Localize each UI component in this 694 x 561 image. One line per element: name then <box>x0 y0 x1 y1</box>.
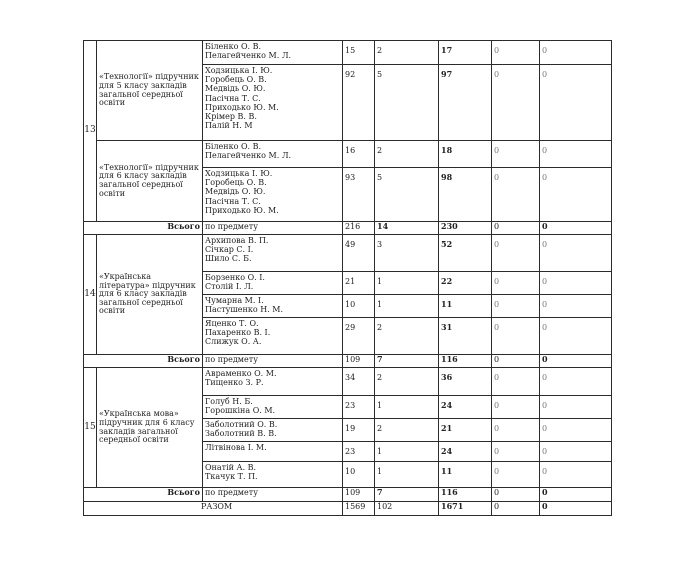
value-cell: 22 <box>439 272 492 295</box>
section-number: 14 <box>84 235 97 355</box>
subject-total-row <box>84 222 612 235</box>
authors-cell <box>203 168 343 222</box>
value-cell: 23 <box>343 442 375 462</box>
value-cell: 34 <box>343 368 375 396</box>
textbook-distribution-table <box>83 40 612 516</box>
value-cell: 21 <box>343 272 375 295</box>
value-cell: 5 <box>375 168 439 222</box>
value-cell: 36 <box>439 368 492 396</box>
value-cell: 0 <box>492 41 540 65</box>
author-name: Медвідь О. Ю. <box>205 187 266 197</box>
grand-total-label: РАЗОМ <box>84 502 343 516</box>
value-cell: 0 <box>540 235 612 272</box>
author-name: Ходзицька І. Ю. <box>205 66 273 75</box>
value-cell: 0 <box>492 168 540 222</box>
value-cell: 16 <box>343 141 375 168</box>
value-cell: 0 <box>492 419 540 442</box>
author-name: Пасічна Т. С. <box>205 93 261 103</box>
value-cell: 0 <box>540 368 612 396</box>
total-value: 7 <box>375 355 439 368</box>
total-value: 230 <box>439 222 492 235</box>
value-cell: 0 <box>540 141 612 168</box>
total-label-left: Всього <box>84 222 203 235</box>
value-cell: 2 <box>375 419 439 442</box>
value-cell: 29 <box>343 318 375 355</box>
table-row <box>84 41 612 65</box>
value-cell: 49 <box>343 235 375 272</box>
authors-cell <box>203 41 343 65</box>
value-cell: 2 <box>375 318 439 355</box>
total-value: 116 <box>439 355 492 368</box>
value-cell: 1 <box>375 295 439 318</box>
value-cell: 0 <box>540 168 612 222</box>
value-cell: 0 <box>492 318 540 355</box>
total-label-right: по предмету <box>203 488 343 502</box>
author-name: Заболотний В. В. <box>205 429 277 439</box>
value-cell: 0 <box>492 462 540 488</box>
authors-cell <box>203 462 343 488</box>
subject-title: «Технології» підручник для 6 класу закладів загальної середньої освіти <box>97 141 203 222</box>
author-name: Слижук О. А. <box>205 337 262 347</box>
value-cell: 0 <box>492 141 540 168</box>
value-cell: 0 <box>540 272 612 295</box>
author-name: Січкар С. І. <box>205 245 254 255</box>
value-cell: 15 <box>343 41 375 65</box>
value-cell: 3 <box>375 235 439 272</box>
value-cell: 0 <box>492 295 540 318</box>
author-name: Яценко Т. О. <box>205 319 259 328</box>
subject-title: «Українська мова» підручник для 6 класу закладів загальної середньої освіти <box>97 368 203 488</box>
authors-cell <box>203 65 343 141</box>
authors-cell <box>203 419 343 442</box>
total-value: 109 <box>343 355 375 368</box>
author-name: Ткачук Т. П. <box>205 472 258 482</box>
value-cell: 23 <box>343 396 375 419</box>
value-cell: 0 <box>540 41 612 65</box>
value-cell: 97 <box>439 65 492 141</box>
author-name: Крімер В. В. <box>205 112 257 122</box>
value-cell: 24 <box>439 442 492 462</box>
total-label-left: Всього <box>84 488 203 502</box>
table-row <box>84 368 612 396</box>
subject-title: «Українська література» підручник для 6 класу закладів загальної середньої освіти <box>97 235 203 355</box>
value-cell: 19 <box>343 419 375 442</box>
author-name: Шило С. Б. <box>205 254 252 264</box>
value-cell: 17 <box>439 41 492 65</box>
value-cell: 10 <box>343 295 375 318</box>
value-cell: 0 <box>540 442 612 462</box>
value-cell: 0 <box>492 442 540 462</box>
value-cell: 2 <box>375 368 439 396</box>
author-name: Голуб Н. Б. <box>205 397 253 406</box>
authors-cell <box>203 295 343 318</box>
value-cell: 0 <box>540 419 612 442</box>
total-label-left: Всього <box>84 355 203 368</box>
value-cell: 1 <box>375 396 439 419</box>
table-row <box>84 235 612 272</box>
author-name: Пахаренко В. І. <box>205 328 271 338</box>
value-cell: 0 <box>492 272 540 295</box>
value-cell: 10 <box>343 462 375 488</box>
total-value: 216 <box>343 222 375 235</box>
author-name: Горобець О. В. <box>205 178 267 188</box>
authors-cell <box>203 235 343 272</box>
value-cell: 0 <box>540 396 612 419</box>
value-cell: 0 <box>492 65 540 141</box>
authors-cell <box>203 442 343 462</box>
value-cell: 11 <box>439 462 492 488</box>
grand-total-value: 1671 <box>439 502 492 516</box>
value-cell: 52 <box>439 235 492 272</box>
author-name: Пасічна Т. С. <box>205 196 261 206</box>
value-cell: 0 <box>492 368 540 396</box>
total-value: 0 <box>492 488 540 502</box>
author-name: Приходько Ю. М. <box>205 102 279 112</box>
author-name: Борзенко О. І. <box>205 273 265 282</box>
author-name: Біленко О. В. <box>205 42 262 51</box>
value-cell: 0 <box>492 235 540 272</box>
value-cell: 0 <box>540 318 612 355</box>
total-value: 7 <box>375 488 439 502</box>
table-row <box>84 141 612 168</box>
value-cell: 1 <box>375 442 439 462</box>
total-value: 0 <box>540 222 612 235</box>
value-cell: 5 <box>375 65 439 141</box>
authors-cell <box>203 141 343 168</box>
total-label-right: по предмету <box>203 355 343 368</box>
value-cell: 21 <box>439 419 492 442</box>
author-name: Літвінова І. М. <box>205 443 267 452</box>
author-name: Медвідь О. Ю. <box>205 84 266 94</box>
value-cell: 92 <box>343 65 375 141</box>
author-name: Пелагейченко М. Л. <box>205 51 292 61</box>
value-cell: 98 <box>439 168 492 222</box>
section-number: 15 <box>84 368 97 488</box>
author-name: Архипова В. П. <box>205 236 269 245</box>
author-name: Заболотний О. В. <box>205 420 278 429</box>
author-name: Ходзицька І. Ю. <box>205 169 273 178</box>
total-value: 109 <box>343 488 375 502</box>
subject-total-row <box>84 355 612 368</box>
grand-total-value: 0 <box>540 502 612 516</box>
grand-total-value: 1569 <box>343 502 375 516</box>
value-cell: 18 <box>439 141 492 168</box>
authors-cell <box>203 318 343 355</box>
authors-cell <box>203 272 343 295</box>
author-name: Горобець О. В. <box>205 75 267 85</box>
author-name: Онатій А. В. <box>205 463 257 472</box>
grand-total-value: 102 <box>375 502 439 516</box>
total-value: 0 <box>492 222 540 235</box>
value-cell: 11 <box>439 295 492 318</box>
author-name: Пастушенко Н. М. <box>205 305 284 315</box>
total-value: 0 <box>540 488 612 502</box>
total-value: 0 <box>540 355 612 368</box>
grand-total-row <box>84 502 612 516</box>
author-name: Палій Н. М <box>205 121 253 131</box>
authors-cell <box>203 368 343 396</box>
value-cell: 93 <box>343 168 375 222</box>
grand-total-value: 0 <box>492 502 540 516</box>
value-cell: 24 <box>439 396 492 419</box>
total-value: 14 <box>375 222 439 235</box>
author-name: Пелагейченко М. Л. <box>205 151 292 161</box>
subject-total-row <box>84 488 612 502</box>
section-number: 13 <box>84 41 97 222</box>
total-label-right: по предмету <box>203 222 343 235</box>
value-cell: 0 <box>540 65 612 141</box>
value-cell: 2 <box>375 141 439 168</box>
author-name: Столій І. Л. <box>205 282 254 292</box>
value-cell: 31 <box>439 318 492 355</box>
value-cell: 1 <box>375 462 439 488</box>
total-value: 0 <box>492 355 540 368</box>
author-name: Авраменко О. М. <box>205 369 277 378</box>
total-value: 116 <box>439 488 492 502</box>
value-cell: 0 <box>540 462 612 488</box>
author-name: Біленко О. В. <box>205 142 262 151</box>
value-cell: 1 <box>375 272 439 295</box>
author-name: Чумарна М. І. <box>205 296 264 305</box>
author-name: Приходько Ю. М. <box>205 205 279 215</box>
value-cell: 0 <box>492 396 540 419</box>
subject-title: «Технології» підручник для 5 класу закладів загальної середньої освіти <box>97 41 203 141</box>
author-name: Горошкіна О. М. <box>205 406 276 416</box>
value-cell: 0 <box>540 295 612 318</box>
authors-cell <box>203 396 343 419</box>
value-cell: 2 <box>375 41 439 65</box>
author-name: Тищенко З. Р. <box>205 378 264 388</box>
